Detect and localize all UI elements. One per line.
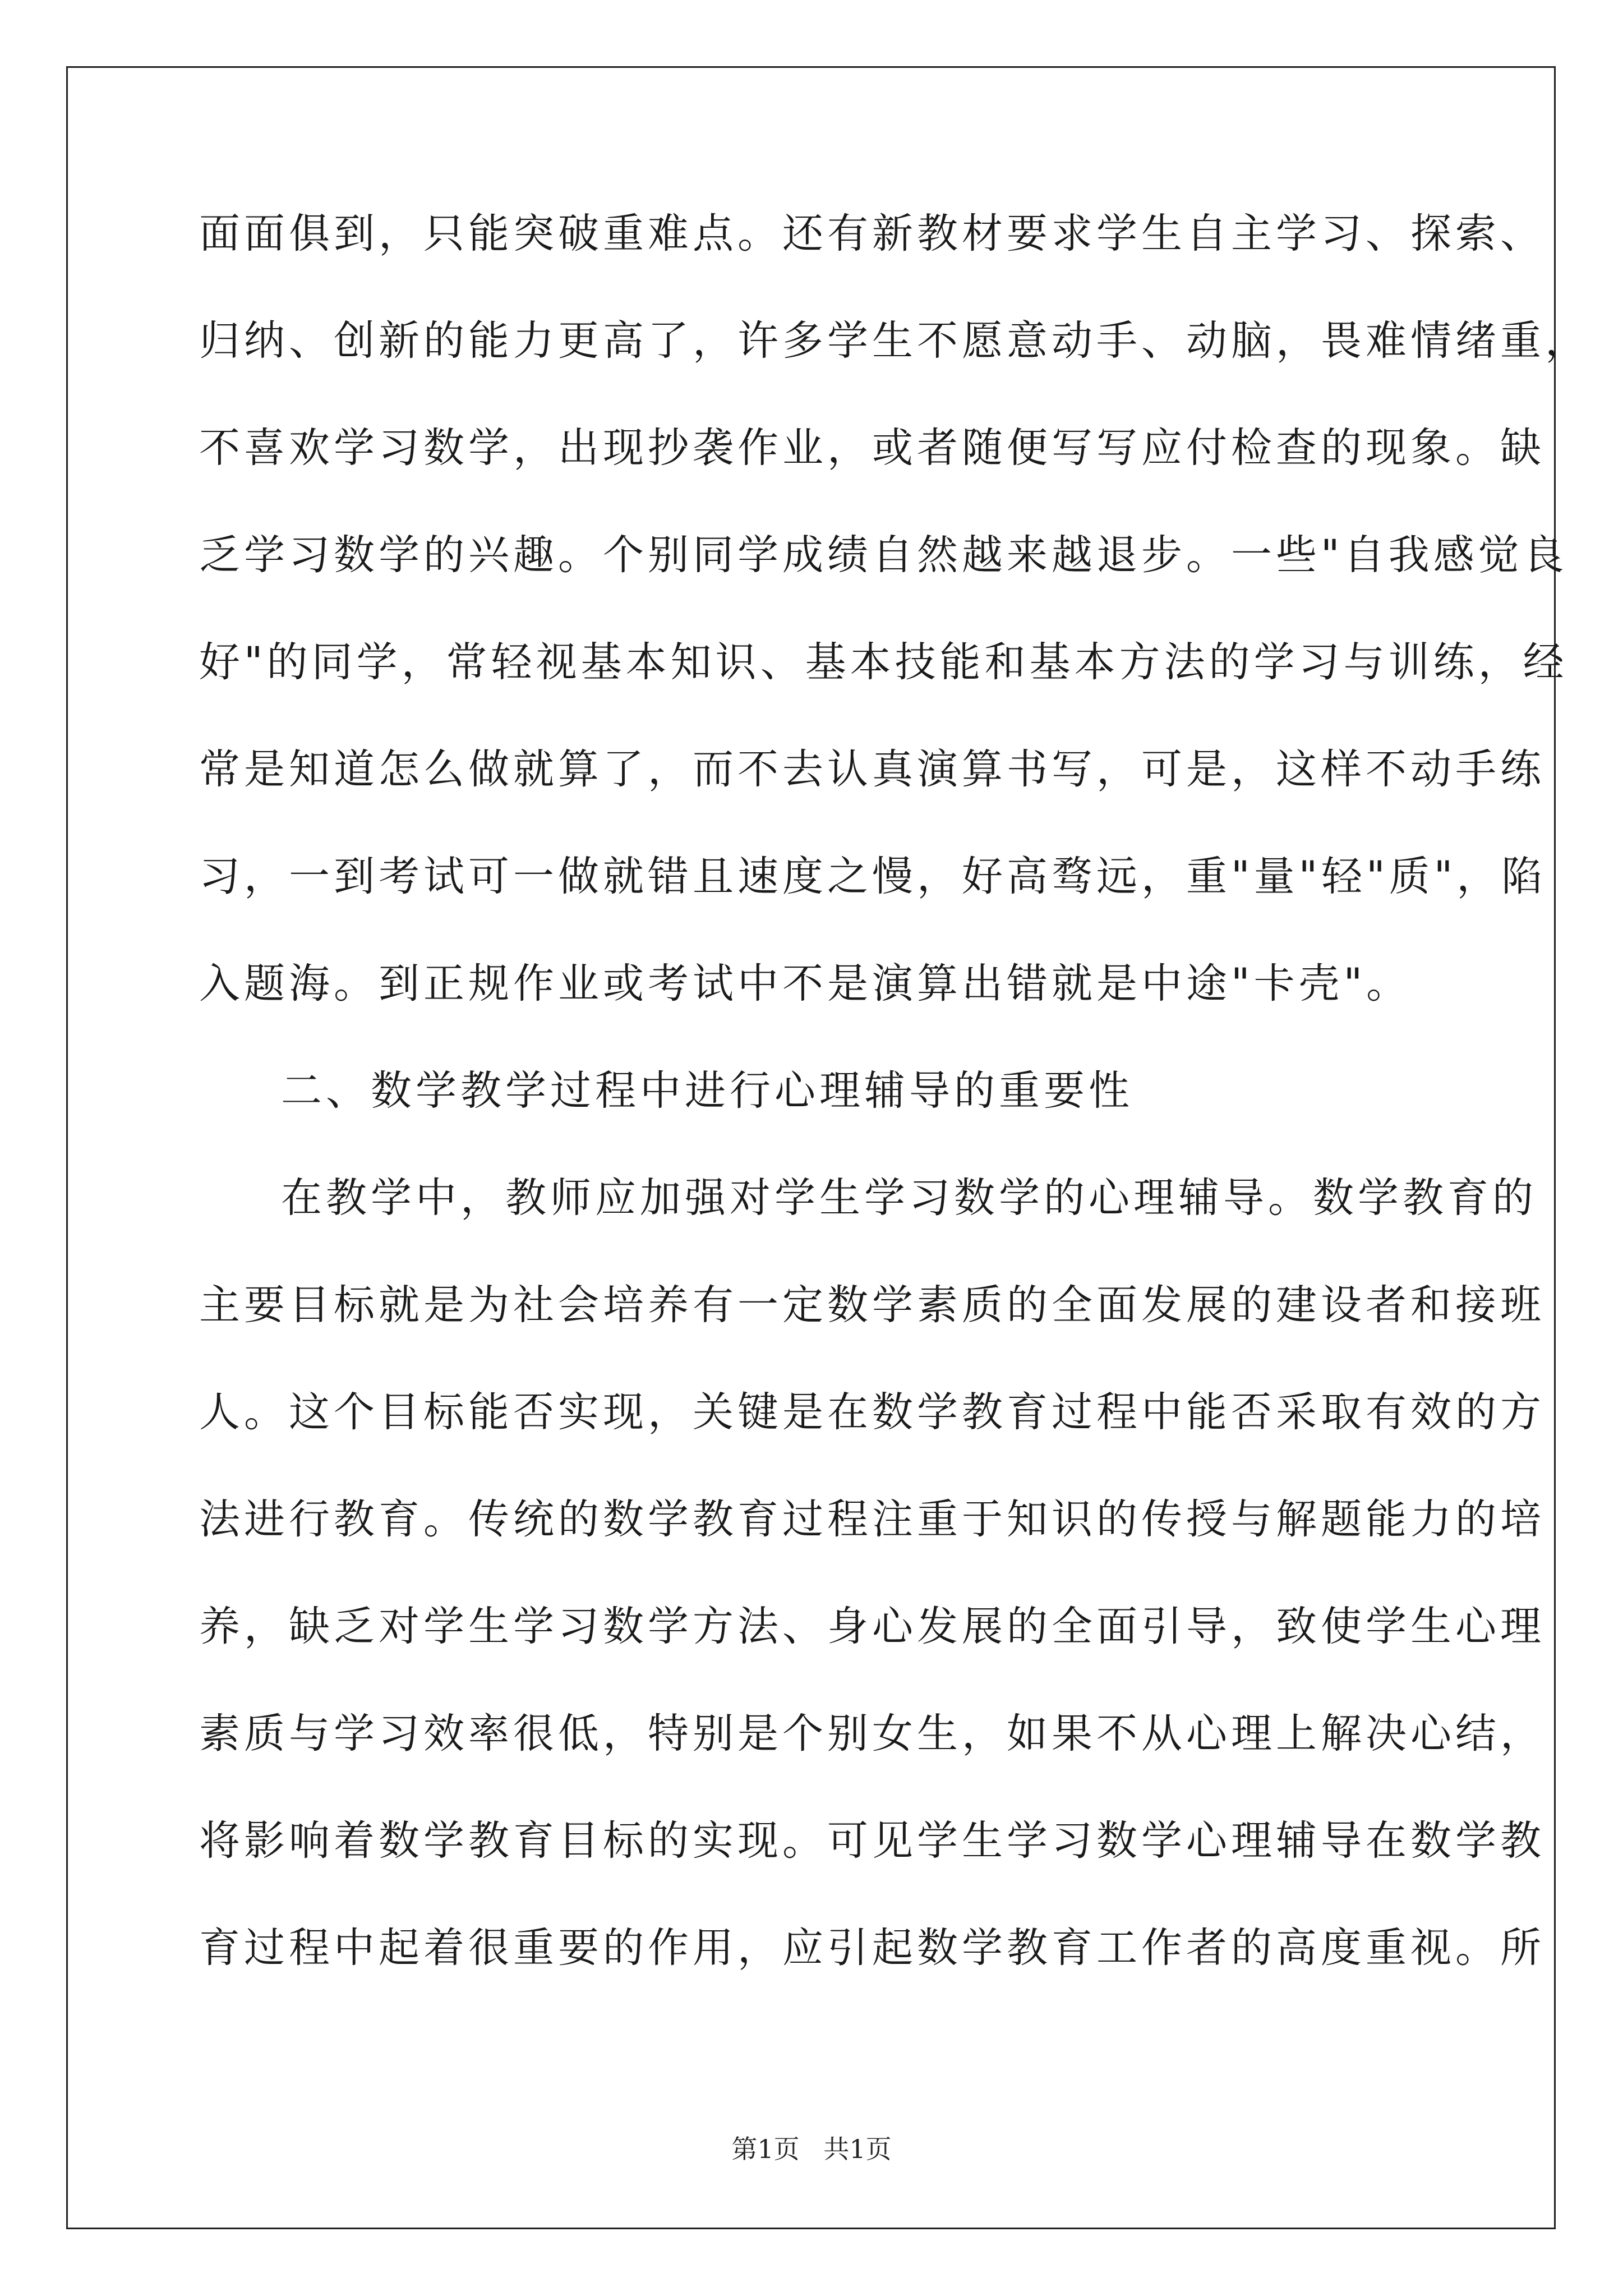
text-line-14: 养，缺乏对学生学习数学方法、身心发展的全面引导，致使学生心理: [199, 1603, 1545, 1650]
text-line-7: 习，一到考试可一做就错且速度之慢，好高骛远，重"量"轻"质"，陷: [199, 853, 1547, 900]
text-line-3: 不喜欢学习数学，出现抄袭作业，或者随便写写应付检查的现象。缺: [199, 424, 1545, 472]
document-body: [199, 210, 1590, 2035]
text-line-16: 将影响着数学教育目标的实现。可见学生学习数学心理辅导在数学教: [199, 1817, 1545, 1865]
text-line-10: 在教学中，教师应加强对学生学习数学的心理辅导。数学教育的: [281, 1174, 1537, 1222]
text-line-1: 面面俱到，只能突破重难点。还有新教材要求学生自主学习、探索、: [199, 210, 1545, 257]
text-line-17: 育过程中起着很重要的作用，应引起数学教育工作者的高度重视。所: [199, 1924, 1545, 1972]
text-line-6: 常是知道怎么做就算了，而不去认真演算书写，可是，这样不动手练: [199, 746, 1545, 793]
text-line-11: 主要目标就是为社会培养有一定数学素质的全面发展的建设者和接班: [199, 1281, 1545, 1329]
text-line-5: 好"的同学，常轻视基本知识、基本技能和基本方法的学习与训练，经: [199, 638, 1568, 686]
text-line-12: 人。这个目标能否实现，关键是在数学教育过程中能否采取有效的方: [199, 1388, 1545, 1436]
section-heading: 二、数学教学过程中进行心理辅导的重要性: [281, 1067, 1133, 1115]
page-footer: [0, 2129, 1623, 2166]
text-line-15: 素质与学习效率很低，特别是个别女生，如果不从心理上解决心结，: [199, 1710, 1545, 1757]
page-number-total: 共1页: [823, 2134, 892, 2164]
text-line-13: 法进行教育。传统的数学教育过程注重于知识的传授与解题能力的培: [199, 1496, 1545, 1543]
text-line-4: 乏学习数学的兴趣。个别同学成绩自然越来越退步。一些"自我感觉良: [199, 531, 1568, 579]
page-number-current: 第1页: [731, 2134, 800, 2164]
text-line-8: 入题海。到正规作业或考试中不是演算出错就是中途"卡壳"。: [199, 960, 1412, 1007]
text-line-2: 归纳、创新的能力更高了，许多学生不愿意动手、动脑，畏难情绪重，: [199, 317, 1590, 365]
